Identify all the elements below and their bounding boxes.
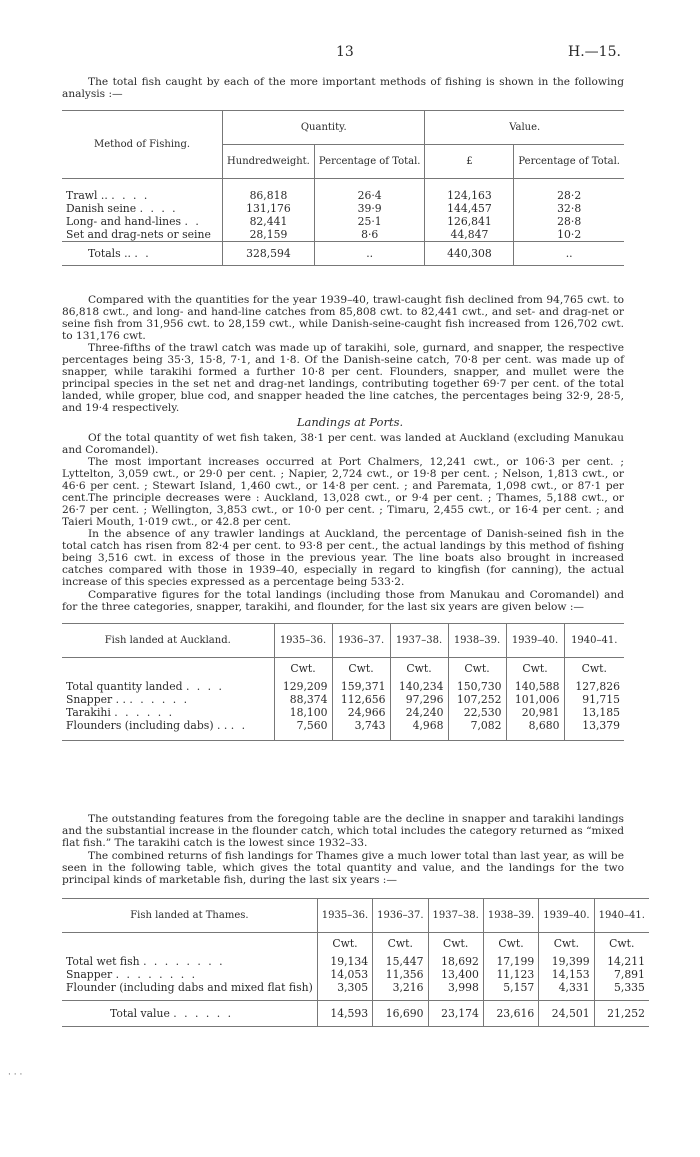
value-cell: 20,981 [506, 706, 564, 719]
table-row: Flounders (including dabs) . . . . 7,560 3,743 4,968 7,082 8,680 13,379 [62, 719, 624, 741]
sub-pct-quantity-header: Percentage of Total. [314, 145, 425, 179]
unit-label: Cwt. [373, 933, 428, 955]
paragraph-comparative-intro: Comparative figures for the total landings (including those from Manukau and Coromandel) and for the three categories, snapper, tarakihi, and flounder, for the last six years are given below :— [62, 589, 624, 614]
value-cell: 101,006 [506, 693, 564, 706]
value-cell: 24,501 [539, 1000, 594, 1026]
cwt-cell: 131,176 [223, 202, 315, 215]
paragraph-outstanding-features: The outstanding features from the foregoing table are the decline in snapper and tarakihi landings and the substantial increase in the flounder catch, which total includes the category returned as “mixed flat fish.” The tarakihi catch is the lowest since 1932–33. [62, 813, 624, 850]
thames-landings-table [62, 898, 649, 1027]
value-cell: 17,199 [483, 955, 538, 968]
value-cell: 13,185 [564, 706, 624, 719]
sub-pct-value-header: Percentage of Total. [514, 145, 624, 179]
value-cell: 3,216 [373, 981, 428, 1001]
unit-label: Cwt. [594, 933, 649, 955]
value-cell: 144,457 [425, 202, 514, 215]
value-cell: 14,211 [594, 955, 649, 968]
value-cell: 3,743 [332, 719, 390, 741]
value-cell: 18,100 [274, 706, 332, 719]
value-cell: 107,252 [448, 693, 506, 706]
value-cell: 13,400 [428, 968, 483, 981]
unit-label: Cwt. [428, 933, 483, 955]
unit-label: Cwt. [564, 658, 624, 680]
cwt-total-cell: 328,594 [223, 241, 315, 265]
value-cell: 11,356 [373, 968, 428, 981]
value-cell: 150,730 [448, 680, 506, 693]
value-cell: 44,847 [425, 228, 514, 242]
value-cell: 3,998 [428, 981, 483, 1001]
pct-total-cell: .. [514, 241, 624, 265]
row-label: Trawl .. [66, 188, 108, 202]
col-method-header: Method of Fishing. [62, 111, 223, 179]
pct-cell: 28·8 [514, 215, 624, 228]
value-cell: 140,234 [390, 680, 448, 693]
value-cell: 159,371 [332, 680, 390, 693]
value-cell: 22,530 [448, 706, 506, 719]
value-cell: 14,153 [539, 968, 594, 981]
value-cell: 112,656 [332, 693, 390, 706]
value-cell: 126,841 [425, 215, 514, 228]
value-cell: 18,692 [428, 955, 483, 968]
paragraph-decreases: The principle decreases were : Auckland, 13,028 cwt., or 9·4 per cent. ; Thames, 5,188 cwt., or 26·7 per cent. ; Wellington, 3,853 cwt., or 10·0 per cent. ; Timaru, 2,455 cwt., or 16·4 per cent. ; and Taieri Mouth, 1·019 cwt., or 42.8 per cent. [62, 492, 624, 529]
value-cell: 4,331 [539, 981, 594, 1001]
value-cell: 91,715 [564, 693, 624, 706]
table-row: Long- and hand-lines . . 82,441 25·1 126,841 28·8 [62, 215, 624, 228]
year-header: 1938–39. [483, 899, 538, 933]
value-cell: 23,174 [428, 1000, 483, 1026]
year-header: 1940–41. [564, 624, 624, 658]
value-cell: 127,826 [564, 680, 624, 693]
year-header: 1939–40. [539, 899, 594, 933]
cwt-cell: 82,441 [223, 215, 315, 228]
year-header: 1935–36. [317, 899, 372, 933]
value-cell: 7,891 [594, 968, 649, 981]
value-cell: 15,447 [373, 955, 428, 968]
row-label: Total value [110, 1006, 170, 1020]
value-total-cell: 440,308 [425, 241, 514, 265]
row-label: Set and drag-nets or seine [66, 227, 211, 241]
pct-cell: 39·9 [314, 202, 425, 215]
value-cell: 11,123 [483, 968, 538, 981]
unit-label: Cwt. [390, 658, 448, 680]
paragraph-increases: The most important increases occurred at Port Chalmers, 12,241 cwt., or 106·3 per cent. ; Lyttelton, 3,059 cwt., or 29·0 per cent. ; Napier, 2,724 cwt., or 19·8 per cent. ; Nelson, 1,813 cwt., or 46·6 per cent. ; Stewart Island, 1,460 cwt., or 14·8 per cent. ; and Paremata, 1,098 cwt., or 87·1 per cent. [62, 456, 624, 505]
value-cell: 24,966 [332, 706, 390, 719]
value-cell: 14,593 [317, 1000, 372, 1026]
paragraph-danish-seine: In the absence of any trawler landings at Auckland, the percentage of Danish-seined fish in the total catch has risen from 82·4 per cent. to 93·8 per cent., the actual landings by this method of fishing being 3,516 cwt. in excess of those in the previous year. The line boats also brought in increased catches compared with those in 1939–40, especially in regard to kingfish (for canning), the actual increase of this species expressed as a percentage being 533·2. [62, 528, 624, 589]
cwt-cell: 86,818 [223, 189, 315, 202]
year-header: 1937–38. [390, 624, 448, 658]
pct-cell: 32·8 [514, 202, 624, 215]
row-label: Total wet fish [66, 954, 140, 968]
cwt-cell: 28,159 [223, 228, 315, 242]
table-row: Total wet fish . . . . . . . . 19,134 15,447 18,692 17,199 19,399 14,211 [62, 955, 649, 968]
unit-label: Cwt. [448, 658, 506, 680]
row-label: Flounder (including dabs and mixed flat fish) [66, 980, 313, 994]
scan-artifact-mark: · · · [8, 1070, 23, 1080]
table-row: Tarakihi . . . . . . 18,100 24,966 24,240 22,530 20,981 13,185 [62, 706, 624, 719]
value-cell: 21,252 [594, 1000, 649, 1026]
auckland-landings-table [62, 623, 624, 741]
pct-cell: 26·4 [314, 189, 425, 202]
value-cell: 8,680 [506, 719, 564, 741]
paragraph-thames-intro: The combined returns of fish landings for Thames give a much lower total than last year, as will be seen in the following table, which gives the total quantity and value, and the landings for the two principal kinds of marketable fish, during the last six years :— [62, 850, 624, 887]
table-row: Snapper . . . . . . . . 14,053 11,356 13,400 11,123 14,153 7,891 [62, 968, 649, 981]
row-label: Danish seine [66, 201, 137, 215]
value-cell: 23,616 [483, 1000, 538, 1026]
page-number: 13 [336, 44, 354, 60]
unit-label: Cwt. [274, 658, 332, 680]
paragraph-auckland-share: Of the total quantity of wet fish taken, 38·1 per cent. was landed at Auckland (excluding Manukau and Coromandel). [62, 432, 624, 457]
table-row: Trawl .. . . . . 86,818 26·4 124,163 28·2 [62, 189, 624, 202]
unit-label: Cwt. [483, 933, 538, 955]
pct-cell: 8·6 [314, 228, 425, 242]
unit-label: Cwt. [506, 658, 564, 680]
sub-cwt-header: Hundredweight. [223, 145, 315, 179]
table-row [62, 228, 624, 242]
intro-paragraph: The total fish caught by each of the more important methods of fishing is shown in the following analysis :— [62, 76, 624, 101]
value-cell: 13,379 [564, 719, 624, 741]
value-cell: 124,163 [425, 189, 514, 202]
paragraph-comparison: Compared with the quantities for the year 1939–40, trawl-caught fish declined from 94,765 cwt. to 86,818 cwt., and long- and hand-line catches from 85,808 cwt. to 82,441 cwt., and set- and drag-net or seine fish from 31,956 cwt. to 28,159 cwt., while Danish-seine-caught fish increased from 126,702 cwt. to 131,176 cwt. [62, 294, 624, 343]
fishing-method-table [62, 110, 624, 266]
table-caption: Fish landed at Thames. [62, 899, 317, 933]
row-label: Long- and hand-lines [66, 214, 182, 228]
unit-label: Cwt. [539, 933, 594, 955]
pct-cell: 28·2 [514, 189, 624, 202]
totals-label: Totals .. [88, 246, 131, 260]
table-row: Danish seine . . . . 131,176 39·9 144,457 32·8 [62, 202, 624, 215]
year-header: 1937–38. [428, 899, 483, 933]
value-cell: 88,374 [274, 693, 332, 706]
value-cell: 97,296 [390, 693, 448, 706]
year-header: 1940–41. [594, 899, 649, 933]
value-cell: 140,588 [506, 680, 564, 693]
unit-label: Cwt. [332, 658, 390, 680]
year-header: 1939–40. [506, 624, 564, 658]
value-cell: 5,335 [594, 981, 649, 1001]
sub-pound-header: £ [425, 145, 514, 179]
document-code: H.—15. [568, 44, 621, 60]
value-cell: 5,157 [483, 981, 538, 1001]
pct-total-cell: .. [314, 241, 425, 265]
row-label: Tarakihi [66, 705, 111, 719]
pct-cell: 25·1 [314, 215, 425, 228]
row-label: Flounders (including dabs) . . [66, 718, 228, 732]
pct-cell: 10·2 [514, 228, 624, 242]
table-caption: Fish landed at Auckland. [62, 624, 274, 658]
value-cell: 14,053 [317, 968, 372, 981]
totals-row: Totals .. . . 328,594 .. 440,308 .. [62, 241, 624, 265]
col-value-header: Value. [425, 111, 624, 145]
row-label: Total quantity landed [66, 679, 183, 693]
value-cell: 19,134 [317, 955, 372, 968]
table-row: Total quantity landed . . . . 129,209 159,371 140,234 150,730 140,588 127,826 [62, 680, 624, 693]
year-header: 1936–37. [332, 624, 390, 658]
row-label: Snapper [66, 967, 113, 981]
value-cell: 4,968 [390, 719, 448, 741]
value-cell: 3,305 [317, 981, 372, 1001]
year-header: 1935–36. [274, 624, 332, 658]
total-value-row: Total value . . . . . . 14,593 16,690 23,174 23,616 24,501 21,252 [62, 1000, 649, 1026]
value-cell: 24,240 [390, 706, 448, 719]
value-cell: 7,560 [274, 719, 332, 741]
year-header: 1936–37. [373, 899, 428, 933]
section-heading: Landings at Ports. [296, 415, 404, 429]
table-row [62, 981, 649, 1001]
value-cell: 129,209 [274, 680, 332, 693]
row-label: Snapper . . [66, 692, 126, 706]
year-header: 1938–39. [448, 624, 506, 658]
paragraph-trawl-catch: Three-fifths of the trawl catch was made up of tarakihi, sole, gurnard, and snapper, the respective percentages being 35·3, 15·8, 7·1, and 1·8. Of the Danish-seine catch, 70·8 per cent. was made up of snapper, while tarakihi formed a further 10·8 per cent. Flounders, snapper, and mullet were the principal species in the set net and drag-net landings, contributing together 69·7 per cent. of the total landed, while groper, blue cod, and snapper headed the line catches, the percentages being 32·9, 28·5, and 19·4 respectively. [62, 342, 624, 415]
value-cell: 19,399 [539, 955, 594, 968]
value-cell: 7,082 [448, 719, 506, 741]
unit-label: Cwt. [317, 933, 372, 955]
value-cell: 16,690 [373, 1000, 428, 1026]
col-quantity-header: Quantity. [223, 111, 425, 145]
table-row: Snapper . . . . . . . . 88,374 112,656 97,296 107,252 101,006 91,715 [62, 693, 624, 706]
